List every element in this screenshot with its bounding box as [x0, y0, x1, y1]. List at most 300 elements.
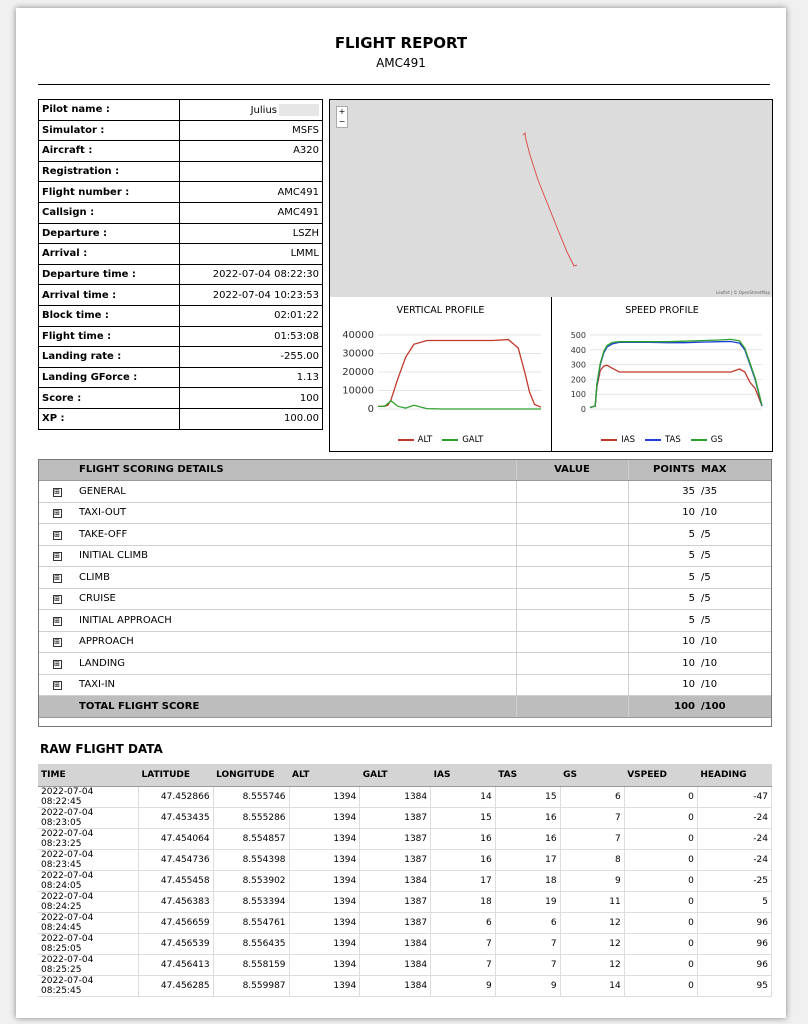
raw-data-cell: 47.456285 — [138, 976, 213, 997]
scoring-points: 35 — [628, 481, 698, 503]
speed-profile-chart — [552, 297, 772, 451]
raw-data-cell: 6 — [560, 787, 624, 808]
raw-data-cell: 96 — [697, 913, 771, 934]
redacted-block — [279, 104, 319, 116]
raw-data-cell: 1387 — [360, 829, 431, 850]
raw-data-cell: 15 — [431, 808, 496, 829]
raw-data-cell: 8.555286 — [213, 808, 289, 829]
info-label: XP : — [39, 408, 180, 429]
scoring-category: GENERAL — [76, 481, 516, 503]
flight-route-line — [523, 133, 577, 266]
raw-data-cell: 1394 — [289, 934, 360, 955]
raw-data-cell: 1394 — [289, 976, 360, 997]
raw-data-cell: 15 — [495, 787, 560, 808]
scoring-category: CRUISE — [76, 588, 516, 610]
scoring-points: 5 — [628, 588, 698, 610]
raw-data-cell: 1384 — [360, 934, 431, 955]
scoring-total-label: TOTAL FLIGHT SCORE — [76, 696, 516, 718]
raw-data-cell: 16 — [495, 829, 560, 850]
scoring-points: 10 — [628, 653, 698, 675]
info-label: Arrival : — [39, 244, 180, 265]
raw-data-cell: 19 — [495, 892, 560, 913]
info-value-text: 2022-07-04 10:23:53 — [212, 289, 319, 301]
info-value-text: -255.00 — [280, 351, 319, 363]
raw-data-cell: 18 — [431, 892, 496, 913]
y-tick-label: 0 — [367, 404, 374, 415]
scoring-expand-cell — [38, 481, 76, 503]
raw-data-row — [38, 808, 772, 829]
raw-data-cell: 7 — [495, 934, 560, 955]
raw-data-cell: 7 — [560, 829, 624, 850]
raw-data-row — [38, 892, 772, 913]
raw-data-cell: 14 — [431, 787, 496, 808]
expand-plus-icon[interactable]: ⊞ — [54, 638, 60, 647]
raw-data-cell: 2022-07-04 08:24:05 — [38, 871, 138, 892]
scoring-max: /5 — [698, 588, 772, 610]
raw-data-cell: 1384 — [360, 955, 431, 976]
legend-swatch — [601, 439, 617, 441]
raw-data-cell: 12 — [560, 934, 624, 955]
raw-data-cell: 2022-07-04 08:22:45 — [38, 787, 138, 808]
info-value — [180, 367, 323, 388]
legend-label: GALT — [462, 435, 484, 445]
raw-data-cell: 2022-07-04 08:25:05 — [38, 934, 138, 955]
route-map[interactable] — [330, 100, 772, 297]
info-value — [180, 326, 323, 347]
raw-column-header[interactable]: GALT — [360, 764, 431, 787]
raw-data-row — [38, 829, 772, 850]
scoring-max: /10 — [698, 653, 772, 675]
scoring-expand-cell — [38, 567, 76, 589]
series-line-ias — [590, 365, 762, 407]
raw-data-cell: 0 — [624, 976, 697, 997]
raw-data-cell: 47.454736 — [138, 850, 213, 871]
info-value-text: LSZH — [292, 227, 319, 239]
raw-data-cell: 9 — [431, 976, 496, 997]
raw-data-cell: 8.554857 — [213, 829, 289, 850]
scoring-category: CLIMB — [76, 567, 516, 589]
info-row — [39, 202, 323, 223]
raw-data-cell: 1394 — [289, 829, 360, 850]
info-row — [39, 408, 323, 429]
expand-plus-icon[interactable]: ⊞ — [54, 595, 60, 604]
scoring-points: 5 — [628, 545, 698, 567]
scoring-max: /35 — [698, 481, 772, 503]
info-row — [39, 264, 323, 285]
raw-data-cell: 96 — [697, 934, 771, 955]
raw-data-cell: 8.559987 — [213, 976, 289, 997]
info-row — [39, 347, 323, 368]
info-label: Arrival time : — [39, 285, 180, 306]
raw-data-cell: 8.553902 — [213, 871, 289, 892]
scoring-row — [38, 524, 772, 546]
raw-data-cell: 0 — [624, 871, 697, 892]
scoring-points: 5 — [628, 610, 698, 632]
scoring-value — [516, 631, 628, 653]
info-value-text: Julius — [250, 104, 277, 116]
scoring-category: INITIAL APPROACH — [76, 610, 516, 632]
raw-data-cell: 9 — [560, 871, 624, 892]
expand-plus-icon[interactable]: ⊞ — [54, 552, 60, 561]
info-label: Flight number : — [39, 182, 180, 203]
raw-data-cell: 6 — [495, 913, 560, 934]
info-value — [180, 347, 323, 368]
scoring-header-label: FLIGHT SCORING DETAILS — [76, 459, 516, 481]
scoring-expand-cell — [38, 631, 76, 653]
info-value — [180, 141, 323, 162]
expand-plus-icon[interactable]: ⊞ — [54, 509, 60, 518]
info-row — [39, 285, 323, 306]
expand-plus-icon[interactable]: ⊞ — [54, 616, 60, 625]
scoring-max: /10 — [698, 674, 772, 696]
expand-plus-icon[interactable]: ⊞ — [54, 659, 60, 668]
route-overlay — [330, 100, 772, 297]
raw-data-cell: -25 — [697, 871, 771, 892]
raw-data-row — [38, 913, 772, 934]
raw-data-cell: 8.555746 — [213, 787, 289, 808]
info-row — [39, 223, 323, 244]
raw-data-cell: 47.456413 — [138, 955, 213, 976]
scoring-total-row — [38, 696, 772, 718]
legend-item[interactable] — [398, 435, 433, 445]
info-label: Departure time : — [39, 264, 180, 285]
report-subtitle: AMC491 — [376, 56, 426, 70]
raw-flight-data-table — [38, 764, 772, 997]
scoring-row — [38, 588, 772, 610]
vertical-profile-chart — [330, 297, 551, 451]
scoring-points: 5 — [628, 524, 698, 546]
raw-data-cell: 0 — [624, 808, 697, 829]
scoring-max: /5 — [698, 545, 772, 567]
scoring-expand-cell — [38, 674, 76, 696]
raw-data-cell: -24 — [697, 808, 771, 829]
raw-data-cell: 1384 — [360, 976, 431, 997]
raw-data-cell: 0 — [624, 955, 697, 976]
raw-data-cell: 7 — [431, 955, 496, 976]
scoring-category: APPROACH — [76, 631, 516, 653]
series-line-alt — [378, 340, 541, 408]
raw-data-cell: 9 — [495, 976, 560, 997]
scoring-points: 5 — [628, 567, 698, 589]
info-value-text: 100 — [299, 392, 319, 404]
legend-item[interactable] — [601, 435, 635, 445]
raw-data-cell: 7 — [560, 808, 624, 829]
info-value-text: 01:53:08 — [274, 330, 319, 342]
raw-column-header[interactable]: ALT — [289, 764, 360, 787]
raw-data-cell: 95 — [697, 976, 771, 997]
raw-data-cell: 2022-07-04 08:23:05 — [38, 808, 138, 829]
raw-data-cell: 8.554398 — [213, 850, 289, 871]
info-value — [180, 305, 323, 326]
info-value — [180, 285, 323, 306]
raw-data-cell: 12 — [560, 955, 624, 976]
scoring-total-blank — [38, 696, 76, 718]
y-tick-label: 20000 — [342, 367, 374, 378]
info-row — [39, 244, 323, 265]
raw-data-cell: 14 — [560, 976, 624, 997]
info-label: Score : — [39, 388, 180, 409]
flight-info-table — [38, 99, 323, 430]
scoring-value — [516, 524, 628, 546]
raw-data-row — [38, 787, 772, 808]
scoring-category: TAXI-OUT — [76, 502, 516, 524]
info-row — [39, 161, 323, 182]
expand-plus-icon[interactable]: ⊞ — [54, 573, 60, 582]
report-title: FLIGHT REPORT — [334, 34, 468, 52]
raw-data-row — [38, 871, 772, 892]
scoring-row — [38, 674, 772, 696]
scoring-row — [38, 502, 772, 524]
raw-data-cell: 2022-07-04 08:25:25 — [38, 955, 138, 976]
legend-swatch — [691, 439, 707, 441]
info-row — [39, 326, 323, 347]
raw-data-cell: 47.452866 — [138, 787, 213, 808]
legend-label: IAS — [621, 435, 635, 445]
flight-scoring-table — [38, 459, 772, 718]
scoring-row — [38, 610, 772, 632]
raw-data-cell: 1394 — [289, 892, 360, 913]
raw-data-cell: 1394 — [289, 787, 360, 808]
y-tick-label: 300 — [570, 360, 586, 370]
speed-profile-legend — [552, 435, 772, 445]
scoring-value — [516, 502, 628, 524]
legend-swatch — [398, 439, 414, 441]
info-row — [39, 367, 323, 388]
raw-data-cell: 2022-07-04 08:23:25 — [38, 829, 138, 850]
raw-data-cell: 2022-07-04 08:24:45 — [38, 913, 138, 934]
raw-data-cell: 11 — [560, 892, 624, 913]
scoring-max: /5 — [698, 524, 772, 546]
zoom-in-button[interactable]: + — [338, 107, 346, 116]
scoring-value — [516, 567, 628, 589]
scoring-value — [516, 674, 628, 696]
info-row — [39, 100, 323, 121]
scoring-max: /5 — [698, 610, 772, 632]
raw-data-cell: 47.456539 — [138, 934, 213, 955]
raw-data-cell: 0 — [624, 829, 697, 850]
legend-label: TAS — [664, 435, 681, 445]
scoring-category: TAKE-OFF — [76, 524, 516, 546]
raw-data-row — [38, 934, 772, 955]
info-label: Flight time : — [39, 326, 180, 347]
raw-data-cell: 8.556435 — [213, 934, 289, 955]
scoring-value — [516, 653, 628, 675]
info-row — [39, 120, 323, 141]
raw-data-cell: 5 — [697, 892, 771, 913]
raw-data-cell: 8.558159 — [213, 955, 289, 976]
raw-data-row — [38, 976, 772, 997]
scoring-max: /5 — [698, 567, 772, 589]
y-tick-label: 200 — [570, 375, 586, 385]
raw-data-cell: 8.553394 — [213, 892, 289, 913]
raw-data-cell: 17 — [431, 871, 496, 892]
expand-plus-icon[interactable]: ⊞ — [54, 530, 60, 539]
raw-data-cell: 0 — [624, 787, 697, 808]
title-divider — [38, 84, 770, 85]
raw-column-header[interactable]: TAS — [495, 764, 560, 787]
info-value — [180, 202, 323, 223]
info-label: Pilot name : — [39, 100, 180, 121]
info-row — [39, 182, 323, 203]
raw-data-cell: 8 — [560, 850, 624, 871]
raw-data-cell: 0 — [624, 850, 697, 871]
speed-profile-title: SPEED PROFILE — [625, 305, 699, 316]
raw-data-cell: 96 — [697, 955, 771, 976]
raw-column-header[interactable]: LATITUDE — [138, 764, 213, 787]
info-value-text: A320 — [293, 145, 319, 157]
raw-data-row — [38, 955, 772, 976]
raw-data-cell: -24 — [697, 829, 771, 850]
raw-data-cell: -47 — [697, 787, 771, 808]
scoring-row — [38, 653, 772, 675]
raw-data-cell: 1387 — [360, 892, 431, 913]
scoring-expand-cell — [38, 653, 76, 675]
series-line-tas — [590, 342, 762, 408]
info-value-text: AMC491 — [277, 186, 319, 198]
legend-swatch — [442, 439, 458, 441]
raw-data-cell: 16 — [431, 829, 496, 850]
scoring-row — [38, 631, 772, 653]
raw-column-header[interactable]: TIME — [38, 764, 138, 787]
raw-data-cell: 1387 — [360, 913, 431, 934]
raw-data-cell: 47.454064 — [138, 829, 213, 850]
vertical-profile-legend — [330, 435, 551, 445]
raw-data-cell: 1387 — [360, 850, 431, 871]
scoring-expand-cell — [38, 502, 76, 524]
scoring-header-blank — [38, 459, 76, 481]
scoring-points: 10 — [628, 502, 698, 524]
raw-data-cell: 1394 — [289, 808, 360, 829]
raw-data-cell: 0 — [624, 934, 697, 955]
raw-data-cell: 47.453435 — [138, 808, 213, 829]
scoring-row — [38, 567, 772, 589]
raw-data-cell: 18 — [495, 871, 560, 892]
y-tick-label: 500 — [570, 331, 586, 340]
raw-header-row — [38, 764, 772, 787]
raw-data-cell: 6 — [431, 913, 496, 934]
info-value — [180, 223, 323, 244]
info-label: Aircraft : — [39, 141, 180, 162]
raw-data-cell: 0 — [624, 913, 697, 934]
zoom-out-button[interactable]: − — [338, 117, 346, 126]
scoring-row — [38, 545, 772, 567]
raw-column-header[interactable]: IAS — [431, 764, 496, 787]
info-label: Registration : — [39, 161, 180, 182]
series-line-galt — [378, 401, 541, 409]
raw-column-header[interactable]: LONGITUDE — [213, 764, 289, 787]
info-row — [39, 141, 323, 162]
raw-data-row — [38, 850, 772, 871]
speed-profile-panel — [552, 297, 772, 451]
raw-data-cell: 12 — [560, 913, 624, 934]
raw-column-header[interactable]: VSPEED — [624, 764, 697, 787]
raw-data-cell: 17 — [495, 850, 560, 871]
report-page — [16, 8, 786, 1018]
y-tick-label: 10000 — [342, 385, 374, 397]
info-value-text: 100.00 — [284, 413, 319, 425]
info-value-text: 02:01:22 — [274, 310, 319, 322]
expand-plus-icon[interactable]: ⊞ — [54, 681, 60, 690]
raw-data-cell: 16 — [495, 808, 560, 829]
scoring-value — [516, 481, 628, 503]
raw-column-header[interactable]: HEADING — [697, 764, 771, 787]
raw-data-cell: 1387 — [360, 808, 431, 829]
info-row — [39, 388, 323, 409]
vertical-profile-title: VERTICAL PROFILE — [396, 305, 485, 316]
scoring-total-value — [516, 696, 628, 718]
y-tick-label: 40000 — [342, 330, 374, 341]
scoring-header-max: MAX — [698, 459, 772, 481]
legend-label: GS — [710, 435, 723, 445]
raw-data-cell: 1394 — [289, 850, 360, 871]
scoring-max: /10 — [698, 502, 772, 524]
info-label: Simulator : — [39, 120, 180, 141]
raw-data-title: RAW FLIGHT DATA — [40, 742, 163, 756]
y-tick-label: 100 — [570, 390, 586, 400]
scoring-row — [38, 481, 772, 503]
scoring-total-points: 100 — [628, 696, 698, 718]
scoring-points: 10 — [628, 674, 698, 696]
raw-data-cell: 2022-07-04 08:24:25 — [38, 892, 138, 913]
legend-item[interactable] — [442, 435, 483, 445]
info-value — [180, 100, 323, 121]
y-tick-label: 400 — [570, 345, 586, 355]
info-row — [39, 305, 323, 326]
vertical-profile-panel — [330, 297, 552, 451]
info-value-text: AMC491 — [277, 207, 319, 219]
expand-plus-icon[interactable]: ⊞ — [54, 487, 60, 496]
info-value — [180, 182, 323, 203]
legend-label: ALT — [417, 435, 433, 445]
scoring-header-points: POINTS — [628, 459, 698, 481]
info-value — [180, 408, 323, 429]
info-label: Landing rate : — [39, 347, 180, 368]
raw-data-cell: 8.554761 — [213, 913, 289, 934]
scoring-value — [516, 610, 628, 632]
scoring-header-value: VALUE — [516, 459, 628, 481]
y-tick-label: 0 — [580, 405, 586, 414]
raw-data-cell: 7 — [495, 955, 560, 976]
raw-data-cell: 0 — [624, 892, 697, 913]
scoring-expand-cell — [38, 524, 76, 546]
info-value — [180, 244, 323, 265]
info-value — [180, 264, 323, 285]
scoring-value — [516, 588, 628, 610]
scoring-header-row — [38, 459, 772, 481]
info-label: Departure : — [39, 223, 180, 244]
map-attribution[interactable]: Leaflet | © OpenStreetMap — [715, 290, 770, 295]
scoring-expand-cell — [38, 610, 76, 632]
info-value — [180, 161, 323, 182]
legend-item[interactable] — [691, 435, 723, 445]
map-and-charts-panel — [329, 99, 773, 452]
raw-data-cell: 7 — [431, 934, 496, 955]
info-value — [180, 120, 323, 141]
legend-item[interactable] — [645, 435, 681, 445]
info-label: Block time : — [39, 305, 180, 326]
raw-data-cell: 1394 — [289, 913, 360, 934]
raw-data-cell: 2022-07-04 08:23:45 — [38, 850, 138, 871]
raw-data-cell: 2022-07-04 08:25:45 — [38, 976, 138, 997]
info-label: Callsign : — [39, 202, 180, 223]
scoring-value — [516, 545, 628, 567]
raw-data-cell: 47.456383 — [138, 892, 213, 913]
raw-column-header[interactable]: GS — [560, 764, 624, 787]
info-value-text: LMML — [290, 248, 319, 260]
scoring-category: TAXI-IN — [76, 674, 516, 696]
info-value-text: 2022-07-04 08:22:30 — [212, 269, 319, 281]
scoring-expand-cell — [38, 588, 76, 610]
